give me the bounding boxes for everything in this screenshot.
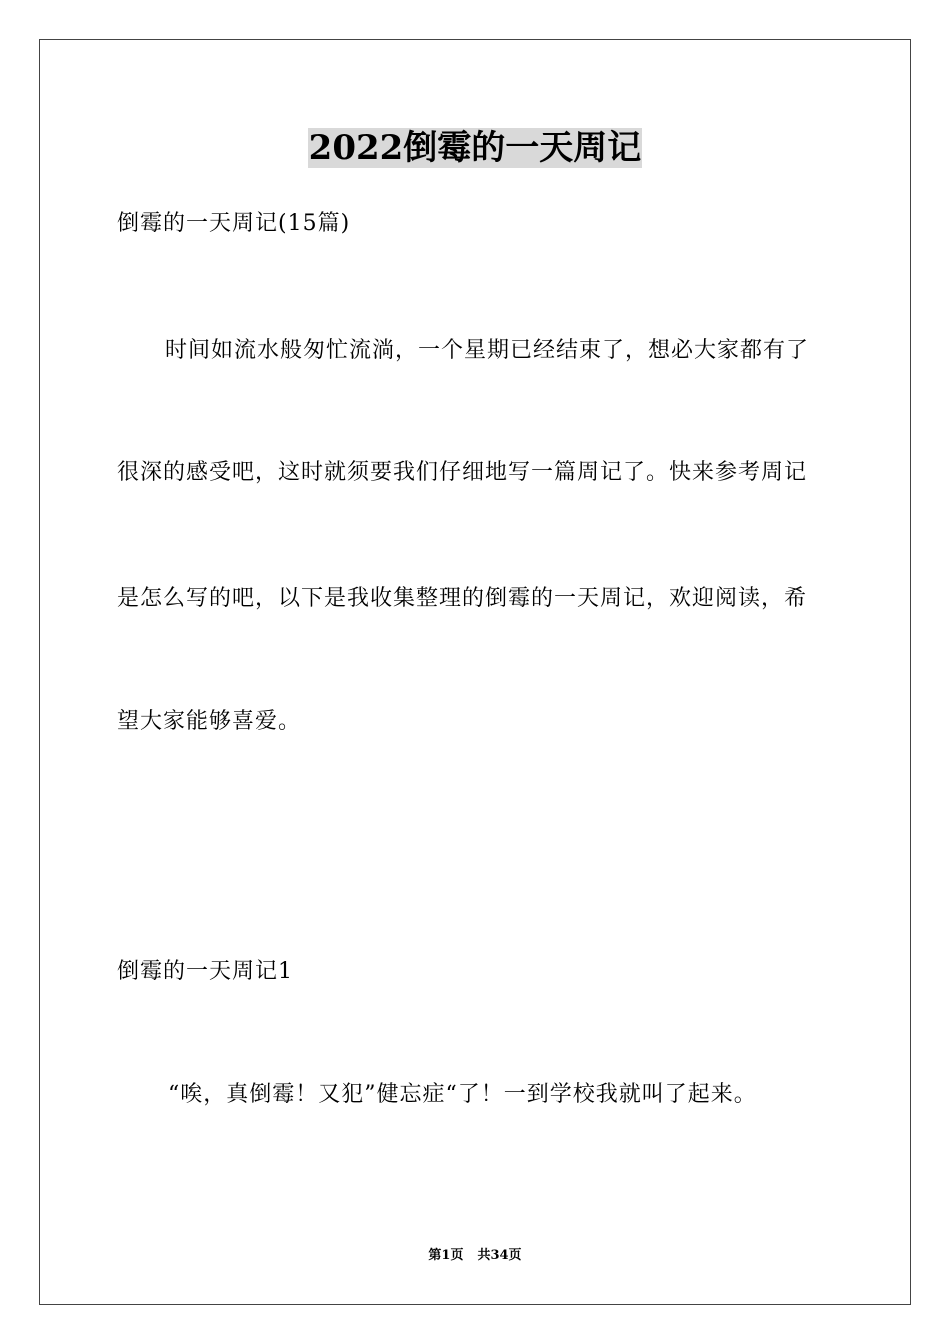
section-heading: 倒霉的一天周记1 [117,959,293,984]
intro-line-4: 望大家能够喜爱。 [117,709,302,734]
intro-line-1: 时间如流水般匆忙流淌，一个星期已经结束了，想必大家都有了 [165,338,810,363]
section-first-line: “唉，真倒霉！又犯”健忘症“了！一到学校我就叫了起来。 [168,1082,757,1107]
intro-line-3: 是怎么写的吧，以下是我收集整理的倒霉的一天周记，欢迎阅读，希 [117,586,808,611]
document-title-text: 2022倒霉的一天周记 [308,128,642,168]
page-total: 共34页 [477,1248,522,1263]
page-footer [0,1246,950,1266]
page-number: 第1页 [428,1248,464,1263]
intro-line-2: 很深的感受吧，这时就须要我们仔细地写一篇周记了。快来参考周记 [117,460,808,485]
document-subtitle: 倒霉的一天周记(15篇) [117,211,351,236]
document-title [0,124,950,172]
